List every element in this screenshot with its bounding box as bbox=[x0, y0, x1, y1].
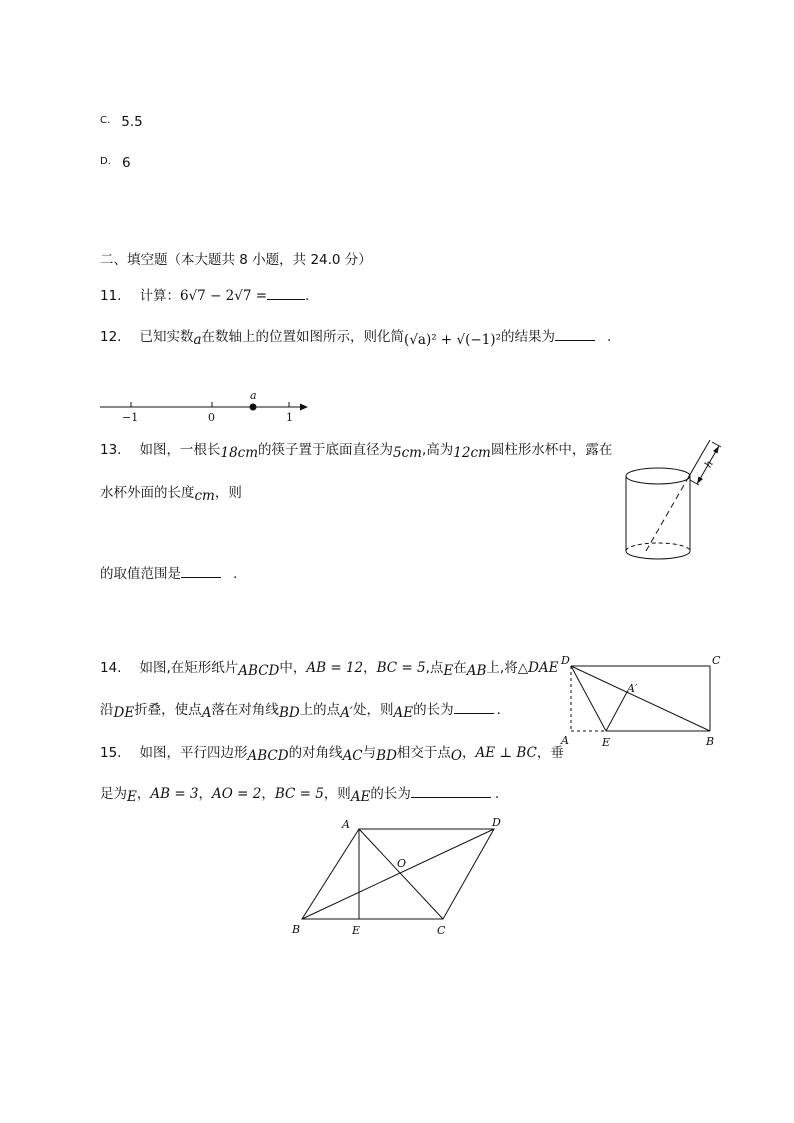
label-minus1: −1 bbox=[122, 411, 139, 424]
cylinder-top-ellipse bbox=[626, 468, 690, 484]
q13-line2b: ，则 bbox=[214, 485, 242, 501]
fig15-label-a: A bbox=[342, 818, 350, 831]
label-point-a: a bbox=[250, 389, 257, 402]
dimension-arrow-bottom-icon bbox=[697, 477, 703, 485]
question-13-line1 bbox=[100, 438, 613, 461]
q13-text4: 圆柱形水杯中，露在 bbox=[490, 442, 613, 458]
q14-text3: ,点 bbox=[425, 660, 444, 676]
fold-line-de bbox=[571, 666, 606, 731]
fig15-label-c: C bbox=[437, 924, 446, 937]
q15-ac: AC bbox=[342, 748, 363, 764]
fig15-label-o: O bbox=[397, 857, 407, 870]
label-h: h bbox=[703, 458, 716, 470]
label-1: 1 bbox=[286, 411, 293, 424]
fig15-label-d: D bbox=[492, 816, 501, 829]
rectangle-fold-figure bbox=[558, 652, 728, 752]
q15-line2b: ， bbox=[136, 786, 151, 802]
q14-a: A bbox=[201, 705, 212, 721]
q15-text2: 的对角线 bbox=[288, 745, 343, 761]
fig14-label-c: C bbox=[712, 654, 721, 667]
q11-expression: 6√7 − 2√7 = bbox=[179, 288, 268, 304]
q15-pg: ABCD bbox=[247, 748, 289, 764]
q12-number: 12. bbox=[100, 329, 122, 345]
q14-line2c: 落在对角线 bbox=[211, 702, 279, 718]
question-14-line1 bbox=[100, 656, 559, 679]
q13-height: 12cm bbox=[453, 445, 491, 461]
q15-end: . bbox=[494, 786, 500, 802]
option-d-letter: D. bbox=[100, 156, 111, 167]
q12-text3: 的结果为 bbox=[501, 329, 555, 345]
option-c bbox=[100, 108, 143, 130]
q13-unit: cm bbox=[194, 488, 215, 504]
q15-text3: 与 bbox=[362, 745, 377, 761]
q14-aprime: A′ bbox=[340, 705, 354, 721]
q12-text1: 已知实数 bbox=[139, 329, 194, 345]
q14-triangle: △DAE bbox=[517, 660, 559, 676]
q11-prefix: 计算： bbox=[139, 288, 180, 304]
point-a bbox=[250, 404, 257, 411]
fig14-label-e: E bbox=[602, 736, 611, 749]
option-d bbox=[100, 149, 131, 171]
q14-ab: AB = 12 bbox=[306, 660, 364, 676]
q14-text1: 如图,在矩形纸片 bbox=[139, 660, 239, 676]
q14-answer-blank[interactable] bbox=[454, 713, 494, 714]
q11-end: . bbox=[305, 288, 310, 304]
q13-end: . bbox=[233, 566, 238, 582]
q11-answer-blank[interactable] bbox=[267, 299, 305, 300]
question-11 bbox=[100, 284, 309, 304]
q14-end: . bbox=[496, 702, 501, 718]
q15-line2c: ，则 bbox=[323, 786, 351, 802]
q14-bd: BD bbox=[278, 705, 300, 721]
q15-bd: BD bbox=[376, 748, 397, 764]
chopstick-inside bbox=[646, 478, 688, 551]
cylinder-bottom-front bbox=[626, 551, 690, 559]
q14-text4: 在 bbox=[453, 660, 467, 676]
question-13-line3 bbox=[100, 562, 237, 582]
q12-var-a: a bbox=[193, 332, 202, 348]
q14-de: DE bbox=[113, 705, 135, 721]
q14-line2a: 沿 bbox=[100, 702, 114, 718]
q14-rect: ABCD bbox=[238, 663, 280, 679]
question-14-line2 bbox=[100, 698, 501, 721]
q14-line2f: 的长为 bbox=[413, 702, 454, 718]
option-d-value: 6 bbox=[121, 155, 131, 171]
q15-ab: AB = 3 bbox=[150, 786, 199, 802]
cylinder-figure bbox=[618, 434, 728, 568]
q13-number: 13. bbox=[100, 442, 122, 458]
q15-ae: AE bbox=[350, 789, 371, 805]
number-line-arrow-icon bbox=[300, 404, 308, 411]
diagonal-ac bbox=[359, 829, 443, 919]
fig15-label-e: E bbox=[352, 924, 361, 937]
cylinder-bottom-back bbox=[626, 543, 690, 551]
q15-line2a: 足为 bbox=[100, 786, 127, 802]
q15-ao: AO = 2 bbox=[212, 786, 262, 802]
question-12 bbox=[100, 325, 612, 348]
segment-eaprime bbox=[606, 692, 627, 731]
label-0: 0 bbox=[208, 411, 215, 424]
question-15-line2: 足为E，AB = 3，AO = 2，BC = 5，则AE的长为 . bbox=[100, 786, 500, 805]
q15-perp: AE ⊥ BC bbox=[475, 745, 537, 761]
q15-o: O bbox=[450, 748, 462, 764]
diagonal-db bbox=[571, 666, 710, 731]
q15-text1: 如图，平行四边形 bbox=[139, 745, 248, 761]
number-line-figure bbox=[96, 388, 316, 424]
q15-line2d: 的长为 bbox=[370, 786, 411, 802]
question-15-line1 bbox=[100, 741, 564, 764]
fig14-label-b: B bbox=[706, 735, 715, 748]
option-c-letter: C. bbox=[100, 115, 111, 126]
q15-text4: 相交于点 bbox=[396, 745, 451, 761]
q14-ab2: AB bbox=[466, 663, 487, 679]
fig15-label-b: B bbox=[292, 923, 301, 936]
dimension-arrow-top-icon bbox=[713, 446, 719, 454]
q11-number: 11. bbox=[100, 288, 122, 304]
q13-line3: 的取值范围是 bbox=[100, 566, 181, 582]
dimension-tick-top bbox=[712, 442, 721, 447]
q15-answer-blank[interactable] bbox=[411, 797, 491, 798]
q14-e: E bbox=[443, 663, 454, 679]
q13-line2a: 水杯外面的长度 bbox=[100, 485, 195, 501]
q15-e: E bbox=[127, 789, 137, 805]
q14-line2e: 处，则 bbox=[353, 702, 394, 718]
q14-number: 14. bbox=[100, 660, 122, 676]
q14-sep: ， bbox=[363, 660, 377, 676]
q15-text5: ， bbox=[461, 745, 476, 761]
q14-bc: BC = 5 bbox=[376, 660, 426, 676]
q12-text2: 在数轴上的位置如图所示，则化简 bbox=[201, 329, 405, 345]
section-title: 二、填空题（本大题共 8 小题，共 24.0 分） bbox=[100, 252, 372, 268]
q14-text2: 中， bbox=[279, 660, 307, 676]
q13-answer-blank[interactable] bbox=[181, 577, 221, 578]
q13-text2: 的筷子置于底面直径为 bbox=[258, 442, 394, 458]
option-c-value: 5.5 bbox=[121, 114, 143, 130]
q14-line2d: 上的点 bbox=[299, 702, 341, 718]
q14-ae: AE bbox=[393, 705, 414, 721]
q15-bc: BC = 5 bbox=[274, 786, 324, 802]
q12-end: . bbox=[607, 329, 612, 345]
question-13-line2 bbox=[100, 481, 242, 504]
q14-text5: 上,将 bbox=[486, 660, 518, 676]
q15-number: 15. bbox=[100, 745, 122, 761]
fig14-label-aprime: A′ bbox=[627, 682, 638, 695]
q15-text6: ，垂 bbox=[536, 745, 564, 761]
q12-expression: (√a)² + √(−1)² bbox=[404, 332, 501, 348]
q13-length: 18cm bbox=[220, 445, 259, 461]
q14-line2b: 折叠，使点 bbox=[134, 702, 202, 718]
fig14-label-d: D bbox=[561, 654, 570, 667]
q13-diameter: 5cm bbox=[393, 445, 422, 461]
q13-text1: 如图，一根长 bbox=[139, 442, 221, 458]
parallelogram-figure bbox=[286, 812, 508, 942]
q12-answer-blank[interactable] bbox=[555, 340, 595, 341]
q13-text3: ,高为 bbox=[421, 442, 454, 458]
fig14-label-a: A bbox=[561, 734, 569, 747]
